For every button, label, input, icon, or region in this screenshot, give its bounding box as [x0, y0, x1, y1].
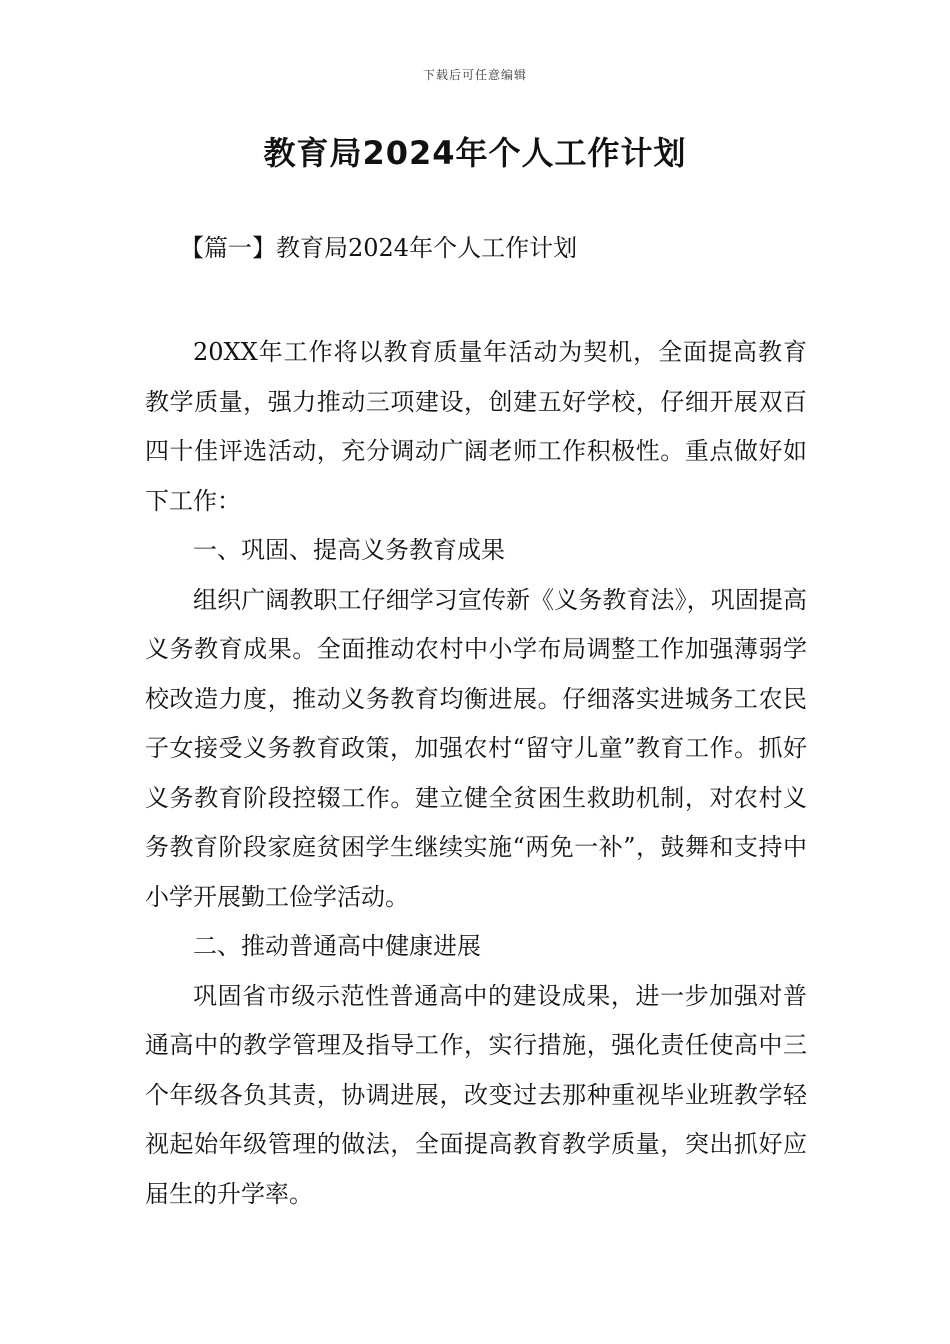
intro-paragraph: 20XX年工作将以教育质量年活动为契机，全面提高教育教学质量，强力推动三项建设，创建五好学校，仔细开展双百四十佳评选活动，充分调动广阔老师工作积极性。重点做好如下工作： [145, 338, 807, 515]
paragraph-1: 组织广阔教职工仔细学习宣传新《义务教育法》，巩固提高义务教育成果。全面推动农村中小学布局调整工作加强薄弱学校改造力度，推动义务教育均衡进展。仔细落实进城务工农民子女接受义务教育政策，加强农村“留守儿童”教育工作。抓好义务教育阶段控辍工作。建立健全贫困生救助机制，对农村义务教育阶段家庭贫困学生继续实施“两免一补”，鼓舞和支持中小学开展勤工俭学活动。 [145, 585, 807, 911]
heading-2: 二、推动普通高中健康进展 [193, 932, 481, 960]
header-note: 下载后可任意编辑 [422, 68, 527, 82]
paragraph-2: 巩固省市级示范性普通高中的建设成果，进一步加强对普通高中的教学管理及指导工作，实行措施，强化责任使高中三个年级各负其责，协调进展，改变过去那种重视毕业班教学轻视起始年级管理的做法，全面提高教育教学质量，突出抓好应届生的升学率。 [145, 981, 807, 1208]
heading-1: 一、巩固、提高义务教育成果 [193, 536, 505, 564]
document-title: 教育局2024年个人工作计划 [263, 134, 687, 172]
document-body [145, 328, 807, 1219]
section-heading: 【篇一】教育局2024年个人工作计划 [180, 234, 578, 262]
